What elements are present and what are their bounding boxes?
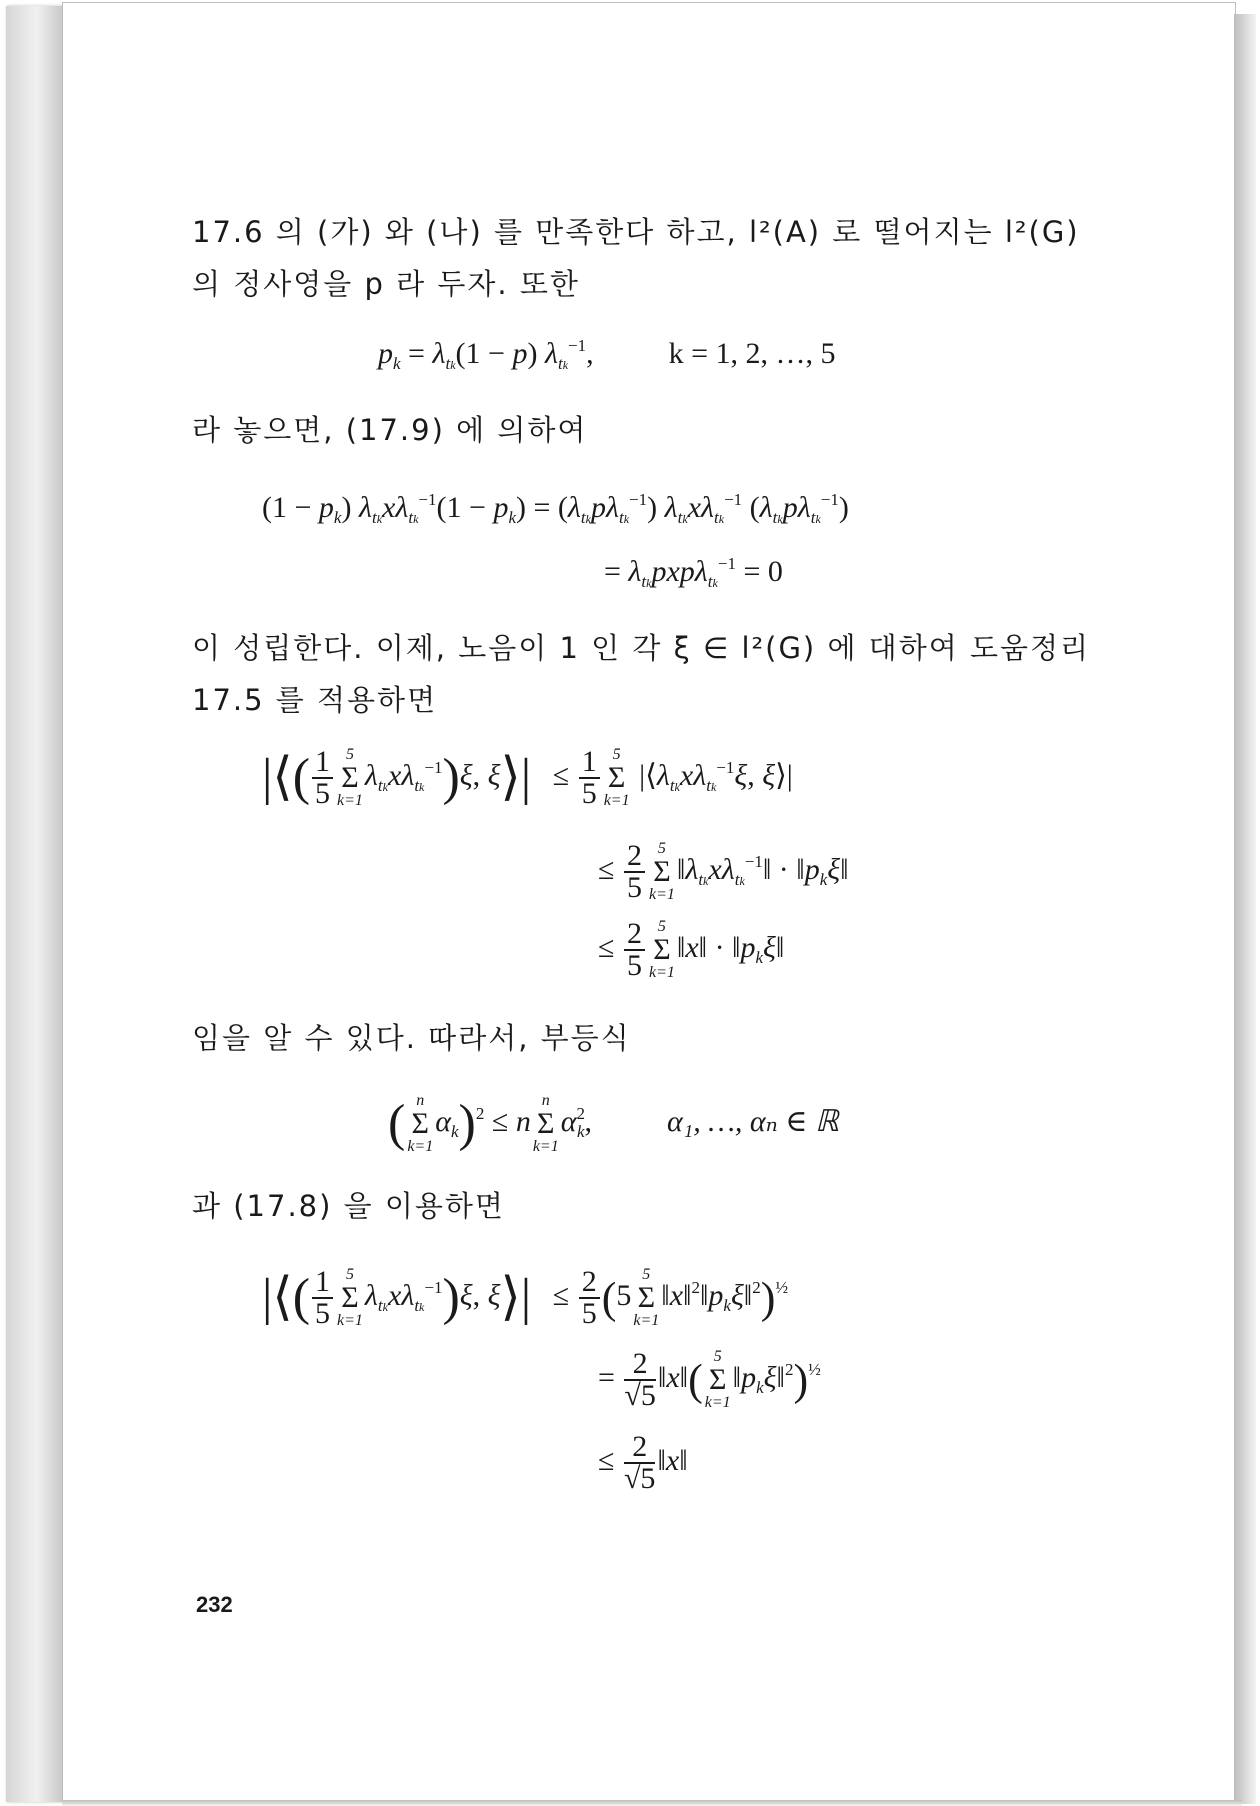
inequality-2-line-2: = $\frac{2}{√5}$ ‖x‖( 5 Σ k=1 $‖p_k\xi‖^2)^{\frac{1}{2}}$ [598,1347,821,1412]
paragraph-4: 임을 알 수 있다. 따라서, 부등식 [192,1021,631,1055]
inequality-1-line-2: ≤ $\frac{2}{5}$ 5 Σ k=1 $‖\lambda_{tk}x\lambda_{tk}^{-1}‖$ · $‖p_k\xi‖$ [598,839,849,904]
alpha-range: α₁, …, αₙ ∈ ℝ [667,1104,839,1138]
paragraph-2: 라 놓으면, (17.9) 에 의하여 [192,413,588,447]
page-edge-shadow [1234,14,1256,1804]
paragraph-1: 17.6 의 (가) 와 (나) 를 만족한다 하고, l²(A) 로 떨어지는 l²(G) 의 정사영을 p 라 두자. 또한 [192,215,1080,301]
equation-projection-line-2: = $\lambda_{tk}pxp\lambda_{tk}^{-1} = 0$ [604,554,783,591]
equation-projection-line-1: $(1 - p_k)$ $\lambda_{tk}x\lambda_{tk}^{-1}(1 - p_k) = (\lambda_{tk}p\lambda_{tk}^{-1})$ $\lambda_{tk}x\lambda_{tk}^{-1}$ $(\lambda_{tk}p\lambda_{tk}^{-1})$ [262,490,849,527]
inequality-1-line-3: ≤ $\frac{2}{5}$ 5 Σ k=1 ‖x‖ · $‖p_k\xi‖$ [598,917,785,982]
equation-pk-definition: $p_k = \lambda_{tk}(1 - p)$ $\lambda_{tk}^{-1}$, k = 1, 2, …, 5 [378,336,836,373]
inequality-1-line-1: |⟨( $\frac{1}{5}$ 5 Σ k=1 $\lambda_{tk}x\lambda_{tk}^{-1})\xi$, ξ⟩| ≤ $\frac{1}{5}$ 5 Σ k=1 $|⟨\lambda_{tk}x\lambda_{tk}^{-1}\xi$, ξ⟩| [262,745,793,810]
page-bottom-shadow [62,1800,1242,1806]
inequality-2-line-3: ≤ $\frac{2}{√5}$ ‖x‖ [598,1430,688,1495]
book-spine [6,6,62,1802]
page-number: 232 [196,1592,233,1617]
paragraph-5: 과 (17.8) 을 이용하면 [192,1189,505,1223]
inequality-2-line-1: |⟨( $\frac{1}{5}$ 5 Σ k=1 $\lambda_{tk}x\lambda_{tk}^{-1})\xi$, ξ⟩| ≤ $\frac{2}{5}$ (5 5 Σ k=1 $‖x‖^2‖p_k\xi‖^2)^{\frac{1}{2}}$ [262,1265,789,1330]
k-range: k = 1, 2, …, 5 [668,337,836,370]
equation-cauchy-inequality: ( n Σ k=1 $\alpha_k)^2 \le n$ n Σ k=1 $\alpha^2_k$, α₁, …, αₙ ∈ ℝ [388,1092,839,1155]
equals-zero: = 0 [743,555,783,588]
paragraph-3: 이 성립한다. 이제, 노음이 1 인 각 ξ ∈ l²(G) 에 대하여 도움정리 17.5 를 적용하면 [192,631,1091,717]
